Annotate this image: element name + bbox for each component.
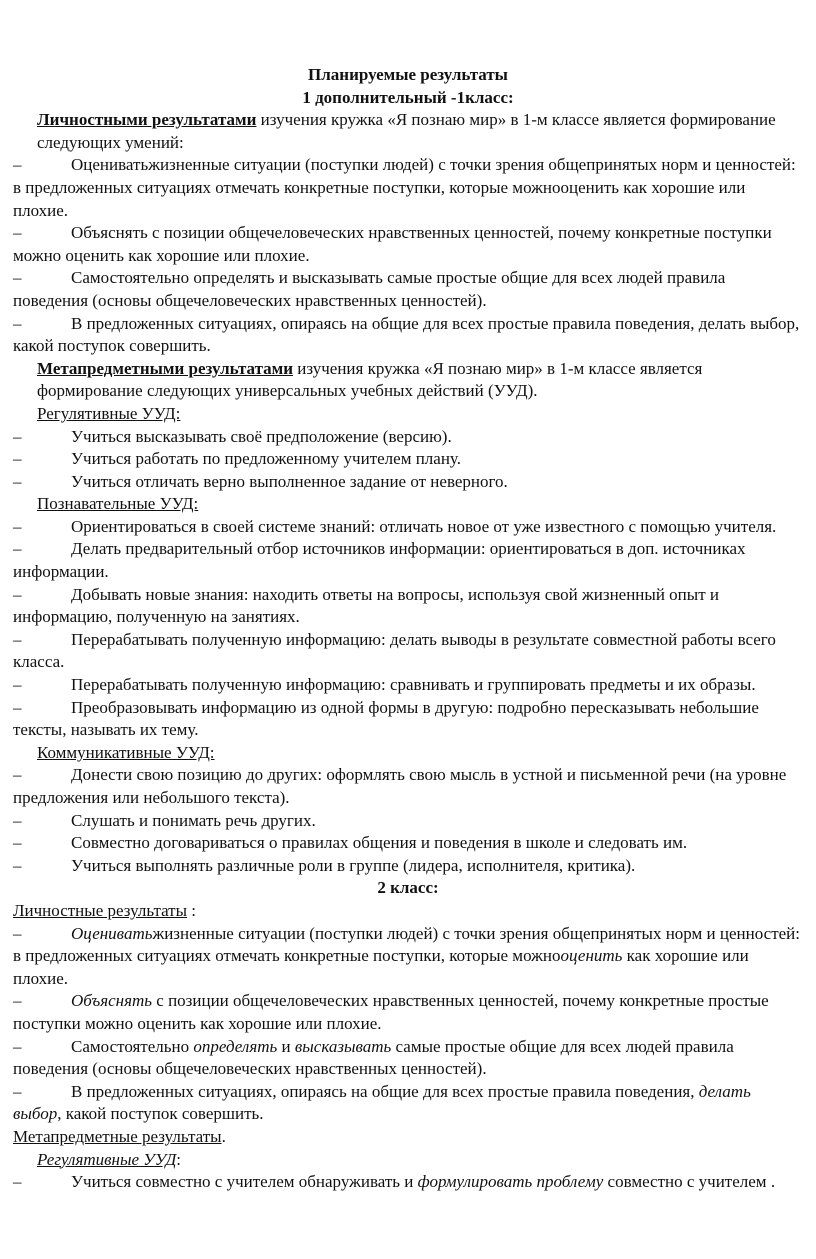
list-dash: – xyxy=(13,1172,22,1192)
list-item xyxy=(13,313,803,358)
list-dash: – xyxy=(13,584,22,604)
list-item-text: В предложенных ситуациях, опираясь на общие для всех простые правила поведения, делать выбор, какой поступок совершить. xyxy=(13,313,800,356)
s1-cog-heading xyxy=(13,493,803,516)
s2-personal-item xyxy=(13,923,803,991)
list-item xyxy=(13,154,803,222)
s2-reg-item xyxy=(13,1171,803,1194)
list-dash: – xyxy=(13,426,22,446)
list-dash: – xyxy=(13,155,22,175)
list-item-text: Учиться высказывать своё предположение (версию). xyxy=(71,426,452,446)
list-dash: – xyxy=(13,539,22,559)
s2-i2-em: Объяснять xyxy=(71,991,153,1011)
s1-meta-text: изучения кружка «Я познаю мир» в 1-м классе является формирование следующих универсальных учебных действий (УУД). xyxy=(37,358,703,401)
s2-r1-em: формулировать проблему xyxy=(417,1172,604,1192)
list-dash: – xyxy=(13,629,22,649)
list-item xyxy=(13,222,803,267)
s1-reg-label: Регулятивные УУД: xyxy=(37,403,181,423)
list-item xyxy=(13,538,803,583)
list-dash: – xyxy=(13,471,22,491)
s2-personal-item xyxy=(13,1036,803,1081)
s2-i3-em2: высказывать xyxy=(294,1036,392,1056)
list-dash: – xyxy=(13,810,22,830)
list-item-text: Оцениватьжизненные ситуации (поступки людей) с точки зрения общепринятых норм и ценностей: в предложенных ситуациях отмечать конкретные поступки, которые можнооценить как хорошие или плохие. xyxy=(13,155,796,220)
s2-meta-label: Метапредметные результаты xyxy=(13,1126,222,1146)
list-item xyxy=(13,764,803,809)
s1-com-list xyxy=(13,764,803,877)
s2-personal-heading xyxy=(13,900,803,923)
s2-personal-item xyxy=(13,990,803,1035)
list-dash: – xyxy=(13,1081,22,1101)
list-dash: – xyxy=(13,991,22,1011)
list-item-text: Учиться отличать верно выполненное задание от неверного. xyxy=(71,471,508,491)
list-item-text: Преобразовывать информацию из одной формы в другую: подробно пересказывать небольшие тексты, называть их тему. xyxy=(13,697,759,740)
list-item-text: Ориентироваться в своей системе знаний: отличать новое от уже известного с помощью учителя. xyxy=(71,516,777,536)
list-dash: – xyxy=(13,855,22,875)
document-body xyxy=(13,64,803,1194)
list-dash: – xyxy=(13,697,22,717)
s2-r1-a: Учиться совместно с учителем обнаруживать и xyxy=(71,1172,418,1192)
s2-personal-item xyxy=(13,1081,803,1126)
list-item xyxy=(13,448,803,471)
s2-personal-label: Личностные результаты xyxy=(13,900,188,920)
s2-i1-em2: оценить xyxy=(560,946,623,966)
list-item-text: Донести свою позицию до других: оформлять свою мысль в устной и письменной речи (на уровне предложения или небольшого текста). xyxy=(13,765,787,807)
s2-i3-em: определять xyxy=(193,1036,278,1056)
list-dash: – xyxy=(13,268,22,288)
s1-reg-list xyxy=(13,426,803,494)
s2-i4-em: делать выбор xyxy=(13,1081,751,1124)
s1-reg-heading xyxy=(13,403,803,426)
s2-i4-a: В предложенных ситуациях, опираясь на общие для всех простые правила поведения, xyxy=(71,1081,699,1101)
s2-i1-em: Оценивать xyxy=(71,923,153,943)
s2-i2-a: с позиции общечеловеческих нравственных ценностей, почему конкретные простые поступки можно оценить как хорошие или плохие. xyxy=(13,991,769,1033)
section-2-heading: 2 класс: xyxy=(377,878,439,898)
s1-personal-text: изучения кружка «Я познаю мир» в 1-м классе является формирование следующих умений: xyxy=(37,110,776,152)
s1-cog-label: Познавательные УУД: xyxy=(37,494,199,514)
list-item xyxy=(13,267,803,312)
list-item xyxy=(13,471,803,494)
s2-personal-colon: : xyxy=(187,900,197,920)
list-item-text: Слушать и понимать речь других. xyxy=(71,810,316,830)
list-item xyxy=(13,584,803,629)
s1-com-heading xyxy=(13,742,803,765)
s2-meta-heading xyxy=(13,1126,803,1149)
s1-personal-intro xyxy=(13,109,803,154)
s2-i1-b: как хорошие или плохие. xyxy=(13,946,749,988)
list-item xyxy=(13,674,803,697)
s1-cog-list xyxy=(13,516,803,742)
list-dash: – xyxy=(13,923,22,943)
s1-meta-label: Метапредметными результатами xyxy=(37,358,294,378)
s2-i3-b: и xyxy=(277,1036,295,1056)
s2-reg-label: Регулятивные УУД xyxy=(37,1149,177,1169)
list-dash: – xyxy=(13,675,22,695)
list-item xyxy=(13,426,803,449)
page-title: Планируемые результаты xyxy=(308,65,508,84)
list-item-text: Учиться работать по предложенному учителем плану. xyxy=(71,449,461,469)
list-item xyxy=(13,516,803,539)
list-item xyxy=(13,697,803,742)
list-dash: – xyxy=(13,516,22,536)
list-item-text: Добывать новые знания: находить ответы на вопросы, используя свой жизненный опыт и информацию, полученную на занятиях. xyxy=(13,584,719,627)
s2-i4-b: , какой поступок совершить. xyxy=(57,1104,264,1124)
s2-i3-a: Самостоятельно xyxy=(71,1036,194,1056)
list-item-text: Объяснять с позиции общечеловеческих нравственных ценностей, почему конкретные поступки можно оценить как хорошие или плохие. xyxy=(13,223,772,265)
list-item-text: Перерабатывать полученную информацию: сравнивать и группировать предметы и их образы. xyxy=(71,675,756,695)
list-dash: – xyxy=(13,313,22,333)
list-dash: – xyxy=(13,765,22,785)
s2-i1-a: жизненные ситуации (поступки людей) с точки зрения общепринятых норм и ценностей: в предложенных ситуациях отмечать конкретные поступки, которые можно xyxy=(13,923,800,966)
list-item xyxy=(13,629,803,674)
list-dash: – xyxy=(13,833,22,853)
s2-meta-dot: . xyxy=(221,1126,226,1146)
list-dash: – xyxy=(13,449,22,469)
s1-personal-label: Личностными результатами xyxy=(37,110,257,130)
s2-r1-b: совместно с учителем . xyxy=(603,1172,776,1192)
s1-com-label: Коммуникативные УУД: xyxy=(37,742,215,762)
list-item xyxy=(13,832,803,855)
s1-meta-intro xyxy=(13,358,803,403)
list-dash: – xyxy=(13,223,22,243)
s1-personal-list xyxy=(13,154,803,357)
s2-reg-heading xyxy=(13,1149,803,1172)
s2-reg-colon: : xyxy=(176,1149,181,1169)
list-dash: – xyxy=(13,1036,22,1056)
list-item xyxy=(13,855,803,878)
s2-i3-c: самые простые общие для всех людей правила поведения (основы общечеловеческих нравственных ценностей). xyxy=(13,1036,734,1079)
list-item-text: Делать предварительный отбор источников информации: ориентироваться в доп. источниках информации. xyxy=(13,539,746,582)
section-1-heading: 1 дополнительный -1класс: xyxy=(302,87,514,107)
list-item-text: Совместно договариваться о правилах общения и поведения в школе и следовать им. xyxy=(71,833,688,853)
list-item-text: Учиться выполнять различные роли в группе (лидера, исполнителя, критика). xyxy=(71,855,636,875)
list-item-text: Перерабатывать полученную информацию: делать выводы в результате совместной работы всего класса. xyxy=(13,629,776,672)
list-item xyxy=(13,810,803,833)
list-item-text: Самостоятельно определять и высказывать самые простые общие для всех людей правила поведения (основы общечеловеческих нравственных ценностей). xyxy=(13,268,726,310)
